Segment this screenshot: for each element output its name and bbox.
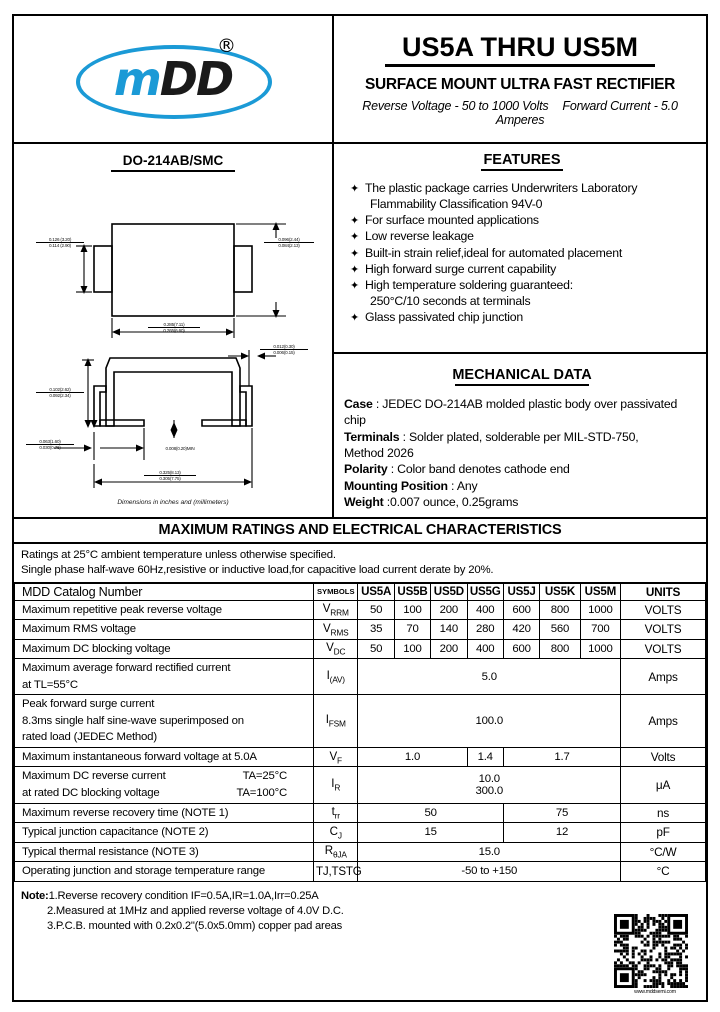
- feature-text: The plastic package carries Underwriters Laboratory: [365, 181, 638, 195]
- value-cell: 75: [503, 803, 620, 823]
- symbol-main: V: [329, 749, 338, 763]
- symbol-subscript: (AV): [329, 674, 345, 685]
- symbol-subscript: J: [337, 829, 342, 840]
- parameter-label-3: rated load (JEDEC Method): [22, 731, 157, 744]
- value-cell: 800: [540, 639, 580, 659]
- symbol-main: C: [329, 824, 338, 838]
- feature-item: [350, 262, 700, 278]
- parameter-cell: [15, 639, 314, 659]
- logo-cell: [14, 16, 334, 142]
- parameter-label-2: 8.3ms single half sine-wave superimposed on: [22, 714, 244, 727]
- title-cell: [334, 16, 706, 142]
- feature-item: [350, 213, 700, 229]
- note-2: 2.Measured at 1MHz and applied reverse voltage of 4.0V D.C.: [47, 904, 344, 917]
- table-row: [15, 803, 706, 823]
- parameter-label-2: at TL=55°C: [22, 678, 78, 691]
- mechanical-list: [344, 396, 700, 510]
- features-title: FEATURES: [483, 152, 561, 168]
- dim-side-foot: 0.063(1.60) 0.030(0.76): [26, 439, 74, 451]
- conditions-line-2: Single phase half-wave 60Hz,resistive or inductive load,for capacitive load current derate by 20%.: [21, 563, 494, 576]
- dim-side-length: 0.325(8.13) 0.305(7.75): [144, 470, 196, 482]
- value-cell: 600: [503, 639, 539, 659]
- mechanical-title: MECHANICAL DATA: [452, 367, 592, 383]
- part-number-header: US5M: [580, 583, 620, 600]
- parameter-label: Operating junction and storage temperature range: [22, 865, 266, 878]
- value-cell: 70: [394, 620, 430, 640]
- symbol-subscript: RMS: [330, 627, 349, 638]
- parameter-cell: [15, 767, 314, 803]
- units-cell: Amps: [621, 695, 706, 748]
- parameter-cell: [15, 620, 314, 640]
- value-cell: 12: [503, 823, 620, 843]
- symbol-main: R: [324, 844, 333, 858]
- value-cell: 50: [358, 639, 394, 659]
- value-cell: 200: [431, 639, 467, 659]
- table-row: [15, 747, 706, 767]
- feature-text: Built-in strain relief,ideal for automated placement: [365, 245, 622, 260]
- value-cell: 1000: [580, 639, 620, 659]
- mdd-logo: [68, 33, 278, 125]
- parameter-cell: [15, 747, 314, 767]
- units-cell: °C: [621, 862, 706, 882]
- note-1: 1.Reverse recovery condition IF=0.5A,IR=1.0A,Irr=0.25A: [48, 889, 319, 902]
- symbol-cell: [314, 823, 358, 843]
- value-cell: 600: [503, 600, 539, 620]
- value-cell: 100.0: [358, 695, 621, 748]
- feature-bullet-icon: ✦: [350, 263, 359, 276]
- page-frame: [12, 14, 708, 1002]
- logo-text: [68, 33, 278, 125]
- mechanical-value: : Any: [447, 478, 478, 493]
- package-drawing-cell: [14, 144, 334, 517]
- parameter-cell: [15, 823, 314, 843]
- ratings-conditions: [14, 544, 706, 583]
- middle-section: [14, 144, 706, 519]
- top-view-drawing: [14, 176, 332, 346]
- value-cell: -50 to +150: [358, 862, 621, 882]
- value-cell: 15: [358, 823, 503, 843]
- parameter-label: Maximum repetitive peak reverse voltage: [22, 603, 222, 616]
- table-row: [15, 639, 706, 659]
- symbol-cell: [314, 639, 358, 659]
- symbol-subscript: R: [334, 782, 341, 793]
- symbol-main: I: [331, 777, 335, 791]
- parameter-label-2: at rated DC blocking voltage: [22, 786, 160, 799]
- table-row: [15, 600, 706, 620]
- feature-text: Glass passivated chip junction: [365, 310, 523, 325]
- symbol-main: t: [331, 805, 335, 819]
- feature-text: For surface mounted applications: [365, 213, 539, 228]
- note-3: 3.P.C.B. mounted with 0.2x0.2"(5.0x5.0mm) copper pad areas: [47, 919, 343, 932]
- mechanical-row: [344, 478, 700, 494]
- table-row: [15, 862, 706, 882]
- value-cell: [358, 767, 621, 803]
- dim-side-height: 0.102(2.62) 0.092(2.34): [36, 387, 84, 399]
- parameter-cell: [15, 600, 314, 620]
- value-cell: 420: [503, 620, 539, 640]
- parameter-label: Maximum instantaneous forward voltage at 5.0A: [22, 750, 257, 763]
- table-row: [15, 620, 706, 640]
- value-cell: 700: [580, 620, 620, 640]
- units-cell: °C/W: [621, 842, 706, 862]
- part-number-header: US5B: [394, 583, 430, 600]
- symbol-subscript: RRM: [330, 607, 349, 618]
- dim-top-left: 0.126 (3.20) 0.114 (2.90): [36, 237, 84, 249]
- symbol-cell: [314, 600, 358, 620]
- value-cell: 1000: [580, 600, 620, 620]
- logo-letter-m: m: [113, 52, 160, 106]
- symbol-subscript: F: [337, 754, 342, 765]
- mechanical-label: Mounting Position: [344, 478, 448, 493]
- part-number-header: US5D: [431, 583, 467, 600]
- symbol-main: I: [326, 669, 330, 683]
- symbol-cell: [314, 620, 358, 640]
- drawing-caption: Dimensions in inches and (millimeters): [117, 499, 229, 506]
- table-row: [15, 842, 706, 862]
- mechanical-label: Terminals: [344, 429, 400, 444]
- mechanical-label: Weight: [344, 495, 384, 510]
- symbol-cell: [314, 803, 358, 823]
- symbol-cell: [314, 767, 358, 803]
- conditions-line-1: Ratings at 25°C ambient temperature unless otherwise specified.: [21, 549, 336, 561]
- parameter-label: Peak forward surge current: [22, 698, 155, 711]
- mechanical-value: Method 2026: [344, 446, 414, 461]
- part-number-header: US5A: [358, 583, 394, 600]
- forward-current-spec: Forward Current - 5.0 Amperes: [495, 99, 678, 128]
- page-title: US5A THRU US5M: [401, 31, 639, 62]
- mechanical-row: [344, 494, 700, 510]
- symbol-cell: [314, 659, 358, 695]
- value-cell: 560: [540, 620, 580, 640]
- reverse-voltage-spec: Reverse Voltage - 50 to 1000 Volts: [362, 99, 549, 114]
- catalog-header: MDD Catalog Number: [15, 583, 314, 600]
- dim-side-gap: 0.008(0.20)MIN: [165, 446, 195, 451]
- parameter-condition-2: TA=100°C: [236, 786, 288, 799]
- table-row: [15, 823, 706, 843]
- registered-trademark-icon: ®: [217, 35, 236, 57]
- feature-text-continued: 250°C/10 seconds at terminals: [370, 294, 531, 309]
- dim-top-right: 0.096(2.44) 0.084(2.13): [264, 237, 314, 249]
- ratings-table: [14, 583, 706, 882]
- mechanical-value: : JEDEC DO-214AB molded plastic body over passivated chip: [344, 397, 678, 428]
- value-cell: 140: [431, 620, 467, 640]
- symbol-cell: [314, 695, 358, 748]
- feature-bullet-icon: ✦: [350, 312, 359, 325]
- value-line-1: 10.0: [478, 772, 500, 785]
- feature-item: [350, 246, 700, 262]
- symbol-cell: [314, 862, 362, 882]
- mechanical-row: [344, 445, 700, 461]
- symbol-main: V: [322, 621, 331, 635]
- parameter-cell: [15, 862, 314, 882]
- parameter-cell: [15, 803, 314, 823]
- feature-bullet-icon: ✦: [350, 231, 359, 244]
- part-number-header: US5K: [540, 583, 580, 600]
- product-specs: [342, 99, 698, 127]
- side-view-drawing: [14, 342, 332, 512]
- value-cell: 50: [358, 803, 503, 823]
- symbol-main: V: [326, 641, 334, 655]
- value-cell: 50: [358, 600, 394, 620]
- table-header-row: [15, 583, 706, 600]
- note-label: Note:: [21, 889, 49, 902]
- value-cell: 400: [467, 639, 503, 659]
- feature-item: [350, 181, 700, 213]
- feature-item: [350, 229, 700, 245]
- mechanical-value: : Solder plated, solderable per MIL-STD-750,: [399, 429, 639, 444]
- mechanical-value: :0.007 ounce, 0.25grams: [383, 495, 519, 510]
- units-cell: pF: [621, 823, 706, 843]
- package-title-underline: [111, 170, 235, 172]
- symbol-cell: [314, 842, 358, 862]
- dim-side-lead: 0.012(0.30) 0.006(0.15): [260, 344, 308, 356]
- value-cell: 800: [540, 600, 580, 620]
- value-cell: 1.7: [503, 747, 620, 767]
- value-cell: 400: [467, 600, 503, 620]
- value-cell: 35: [358, 620, 394, 640]
- symbol-cell: [314, 747, 358, 767]
- mechanical-value: : Color band denotes cathode end: [387, 462, 570, 477]
- parameter-label: Maximum DC reverse current: [22, 770, 166, 783]
- part-number-header: US5J: [503, 583, 539, 600]
- feature-text-continued: Flammability Classification 94V-0: [370, 196, 543, 211]
- value-cell: 100: [394, 639, 430, 659]
- value-cell: 1.0: [358, 747, 467, 767]
- value-cell: 5.0: [358, 659, 621, 695]
- units-cell: Amps: [621, 659, 706, 695]
- mechanical-underline: [455, 384, 589, 386]
- units-cell: μA: [621, 767, 706, 803]
- features-section: [334, 144, 706, 352]
- units-cell: VOLTS: [621, 620, 706, 640]
- parameter-label: Maximum reverse recovery time (NOTE 1): [22, 806, 229, 819]
- package-title: DO-214AB/SMC: [122, 153, 224, 168]
- product-subtitle: SURFACE MOUNT ULTRA FAST RECTIFIER: [364, 76, 676, 94]
- symbols-header: SYMBOLS: [314, 583, 358, 600]
- symbol-subscript: θJA: [332, 849, 347, 860]
- mechanical-row: [344, 396, 700, 429]
- feature-item: [350, 278, 700, 310]
- footer-notes: [14, 882, 706, 1000]
- units-header: UNITS: [621, 583, 706, 600]
- symbol-subscript: DC: [333, 646, 346, 657]
- header: [14, 16, 706, 144]
- features-underline: [481, 169, 563, 171]
- value-cell: 15.0: [358, 842, 621, 862]
- logo-letters-dd: DD: [159, 52, 233, 106]
- parameter-label: Maximum average forward rectified current: [22, 662, 231, 675]
- value-line-2: 300.0: [475, 784, 504, 797]
- feature-text: Low reverse leakage: [365, 229, 474, 244]
- qr-caption: www.mddsemi.com: [634, 989, 676, 996]
- units-cell: ns: [621, 803, 706, 823]
- mechanical-data-section: [334, 352, 706, 517]
- feature-bullet-icon: ✦: [350, 183, 359, 195]
- table-row: [15, 767, 706, 803]
- mechanical-row: [344, 429, 700, 445]
- mechanical-label: Polarity: [344, 462, 388, 477]
- parameter-cell: [15, 659, 314, 695]
- parameter-label: Maximum DC blocking voltage: [22, 642, 171, 655]
- right-column: [334, 144, 706, 517]
- dim-top-width: 0.285(7.11) 0.265(6.60): [148, 322, 200, 334]
- ratings-section-title: MAXIMUM RATINGS AND ELECTRICAL CHARACTERISTICS: [14, 519, 706, 544]
- feature-text: High forward surge current capability: [365, 261, 557, 276]
- parameter-label: Maximum RMS voltage: [22, 623, 136, 636]
- value-cell: 1.4: [467, 747, 503, 767]
- units-cell: VOLTS: [621, 600, 706, 620]
- feature-bullet-icon: ✦: [350, 247, 359, 260]
- table-row: [15, 695, 706, 748]
- symbol-subscript: rr: [334, 810, 340, 821]
- feature-text: High temperature soldering guaranteed:: [365, 278, 573, 293]
- qr-code[interactable]: [614, 914, 696, 996]
- parameter-label: Typical thermal resistance (NOTE 3): [22, 845, 199, 858]
- feature-bullet-icon: ✦: [350, 215, 359, 228]
- value-cell: 100: [394, 600, 430, 620]
- parameter-cell: [15, 842, 314, 862]
- symbol-main: I: [325, 713, 329, 727]
- title-underline: [385, 64, 655, 67]
- value-cell: 280: [467, 620, 503, 640]
- feature-bullet-icon: ✦: [350, 280, 359, 293]
- parameter-label: Typical junction capacitance (NOTE 2): [22, 826, 209, 839]
- value-cell: 200: [431, 600, 467, 620]
- feature-item: [350, 310, 700, 326]
- note-line-1: [21, 889, 706, 904]
- units-cell: Volts: [621, 747, 706, 767]
- features-list: [344, 181, 700, 326]
- symbol-subscript: FSM: [328, 718, 346, 729]
- parameter-condition: TA=25°C: [242, 770, 288, 783]
- mechanical-label: Case: [344, 397, 373, 411]
- table-row: [15, 659, 706, 695]
- parameter-cell: [15, 695, 314, 748]
- symbol-main: V: [322, 602, 331, 616]
- units-cell: VOLTS: [621, 639, 706, 659]
- part-number-header: US5G: [467, 583, 503, 600]
- symbol-main: TJ,TSTG: [316, 864, 362, 878]
- mechanical-row: [344, 461, 700, 477]
